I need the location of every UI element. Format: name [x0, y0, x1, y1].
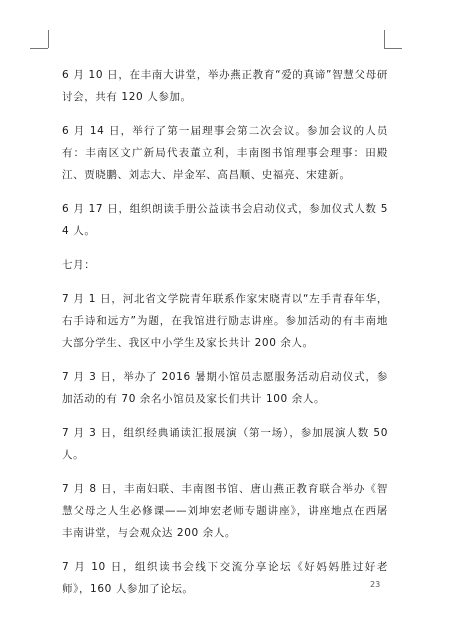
crop-mark-top-left-vertical	[48, 30, 49, 48]
paragraph-june-10: 6 月 10 日，在丰南大讲堂，举办燕正教育“爱的真谛”智慧父母研讨会，共有 120 人参加。	[62, 69, 388, 103]
document-body	[62, 64, 388, 612]
paragraph-june-17: 6 月 17 日，组织朗读手册公益读书会启动仪式，参加仪式人数 54 人。	[62, 203, 388, 237]
page-number: 23	[370, 580, 381, 589]
paragraph-june-14: 6 月 14 日，举行了第一届理事会第二次会议。参加会议的人员有：丰南区文广新局代表董立利，丰南图书馆理事会理事：田殿江、贾晓鹏、刘志大、岸金军、高昌顺、史福亮、宋建新。	[62, 125, 388, 181]
paragraph-july-1: 7 月 1 日，河北省文学院青年联系作家宋晓青以“左手青春年华，右手诗和远方”为题，在我馆进行励志讲座。参加活动的有丰南地大部分学生、我区中小学生及家长共计 200 余人。	[62, 293, 388, 349]
paragraph-july-10: 7 月 10 日，组织读书会线下交流分享论坛《好妈妈胜过好老师》，160 人参加了论坛。	[62, 561, 388, 595]
paragraph-july-8: 7 月 8 日，丰南妇联、丰南图书馆、唐山燕正教育联合举办《智慧父母之人生必修课——刘坤宏老师专题讲座》，讲座地点在西屠丰南讲堂，与会观众达 200 余人。	[62, 483, 388, 539]
section-heading-july: 七月：	[62, 259, 96, 271]
crop-mark-top-left-horizontal	[30, 48, 48, 49]
crop-mark-top-right-vertical	[384, 30, 385, 48]
paragraph-july-3-volunteers: 7 月 3 日，举办了 2016 暑期小馆员志愿服务活动启动仪式，参加活动的有 70 余名小馆员及家长们共计 100 余人。	[62, 371, 388, 405]
paragraph-july-3-recital: 7 月 3 日，组织经典诵读汇报展演（第一场），参加展演人数 50 人。	[62, 427, 388, 461]
crop-mark-top-right-horizontal	[384, 48, 402, 49]
